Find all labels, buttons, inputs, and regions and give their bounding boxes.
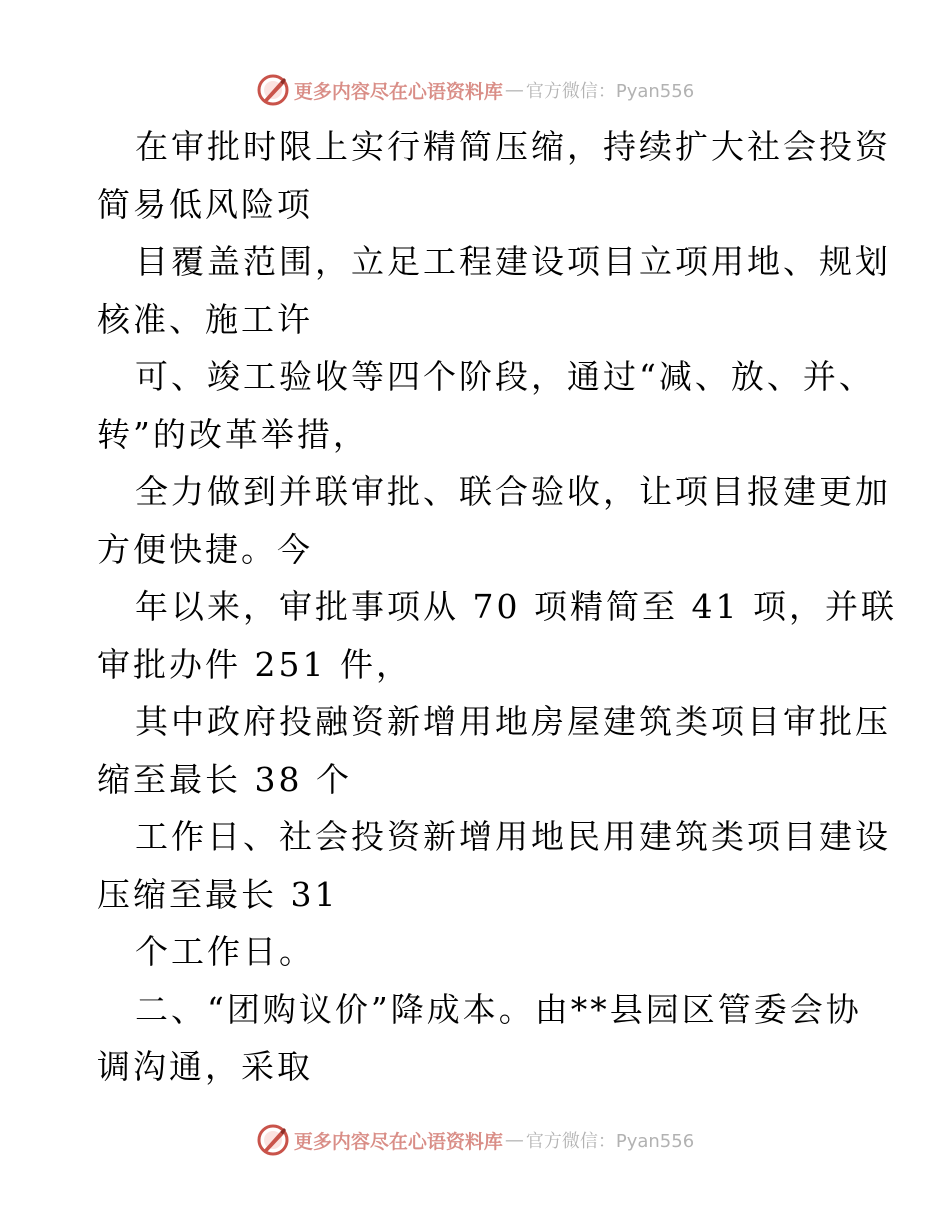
header-banner <box>0 70 950 110</box>
body-line: 压缩至最长 31 <box>97 874 339 914</box>
header-dash: — <box>504 79 524 101</box>
footer-wechat-text: 官方微信：Pyan556 <box>525 1131 695 1152</box>
body-line: 个工作日。 <box>135 932 315 971</box>
header-wechat-text: 官方微信：Pyan556 <box>525 81 695 102</box>
body-line: 工作日、社会投资新增用地民用建筑类项目建设 <box>135 817 891 856</box>
body-line: 缩至最长 38 个 <box>97 759 352 799</box>
body-line: 年以来，审批事项从 70 项精简至 41 项，并联 <box>135 587 897 626</box>
body-line: 全力做到并联审批、联合验收，让项目报建更加 <box>135 472 891 511</box>
body-line: 在审批时限上实行精简压缩，持续扩大社会投资 <box>135 127 891 166</box>
footer-banner <box>0 1120 950 1160</box>
body-line: 其中政府投融资新增用地房屋建筑类项目审批压 <box>135 702 891 741</box>
body-line: 审批办件 251 件， <box>97 644 412 684</box>
pen-logo-icon <box>256 73 290 107</box>
body-line: 可、竣工验收等四个阶段，通过“减、放、并、 <box>135 357 875 396</box>
body-line: 核准、施工许 <box>97 299 313 339</box>
header-site-text: 更多内容尽在心语资料库 <box>293 80 503 103</box>
body-line: 调沟通，采取 <box>97 1047 313 1086</box>
body-line: 简易低风险项 <box>97 184 313 224</box>
body-line: 转”的改革举措， <box>97 414 369 454</box>
footer-site-text: 更多内容尽在心语资料库 <box>293 1130 503 1153</box>
document-body <box>97 118 897 1096</box>
body-line: 目覆盖范围，立足工程建设项目立项用地、规划 <box>135 242 891 281</box>
pen-logo-icon <box>256 1123 290 1157</box>
body-line: 二、“团购议价”降成本。由**县园区管委会协 <box>135 989 862 1029</box>
body-line: 方便快捷。今 <box>97 529 313 569</box>
footer-dash: — <box>504 1129 524 1151</box>
